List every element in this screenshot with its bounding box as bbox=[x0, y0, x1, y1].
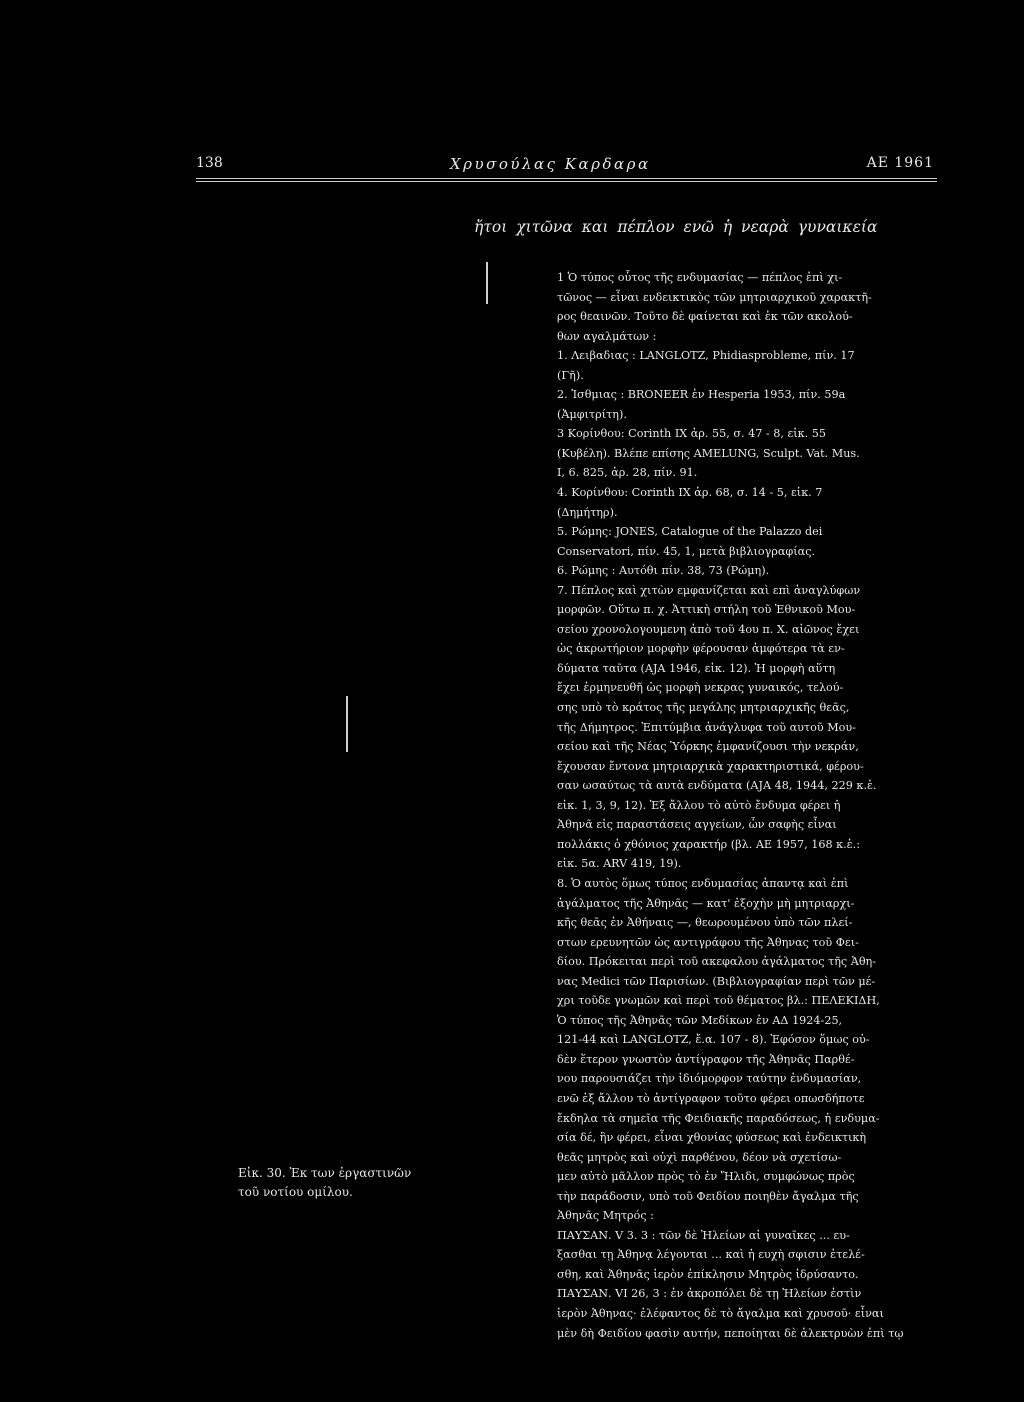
footnote-line: νου παρουσιάζει τὴν ἰδιόμορφον ταύτην ἐνδυμασίαν, bbox=[557, 1072, 862, 1086]
footnotes-column bbox=[557, 268, 937, 1343]
footnote-line: ενῶ ἐξ ἄλλου τὸ ἀντίγραφον τοῦτο φέρει οπωσδήποτε bbox=[557, 1091, 865, 1105]
caption-line: τοῦ νοτίου ομίλου. bbox=[238, 1185, 353, 1199]
footnote-line: Ἀθηνᾶ εἰς παραστάσεις αγγείων, ὧν σαφὴς εἶναι bbox=[557, 818, 837, 832]
footnote-line: νας Medici τῶν Παρισίων. (Βιβλιογραφίαν περὶ τῶν μέ- bbox=[557, 974, 876, 988]
footnote-line: 4. Κορίνθου: Corinth IX ἀρ. 68, σ. 14 - 5, εἰκ. 7 bbox=[557, 486, 823, 500]
footnote-line: I, 6. 825, ἀρ. 28, πίν. 91. bbox=[557, 466, 698, 480]
footnote-line: τῆς Δήμητρος. Ἐπιτύμβια ἀνάγλυφα τοῦ αυτοῦ Μου- bbox=[557, 720, 856, 734]
footnote-line: 1 Ὁ τύπος οὗτος τῆς ενδυμασίας — πέπλος ἐπὶ χι- bbox=[557, 271, 843, 284]
footnote-line: μεν αὐτὸ μᾶλλον πρὸς τὸ ἐν Ἤλιδι, συμφώνως πρὸς bbox=[557, 1170, 855, 1184]
figure-caption bbox=[238, 1164, 468, 1202]
footnote-line: 8. Ὁ αυτὸς ὅμως τύπος ενδυμασίας ἀπαντᾳ καὶ ἐπὶ bbox=[557, 876, 849, 890]
footnote-line: (Γῆ). bbox=[557, 368, 584, 382]
footnote-line: 1. Λειβαδιας : LANGLOTZ, Phidiasprobleme, πίν. 17 bbox=[557, 349, 855, 363]
footnote-line: τὴν παράδοσιν, υπὸ τοῦ Φειδίου ποιηθὲν ἄγαλμα τῆς bbox=[557, 1189, 859, 1203]
header-rule-bottom bbox=[196, 181, 937, 182]
footnote-line: θων αγαλμάτων : bbox=[557, 329, 657, 343]
footnote-line: 2. Ἰσθμιας : BRONEER ἐν Hesperia 1953, πίν. 59a bbox=[557, 388, 846, 402]
footnote-line: σείου χρονολογουμενη ἀπὸ τοῦ 4ου π. Χ. αἰῶνος ἔχει bbox=[557, 622, 860, 636]
footnote-line: 3 Κορίνθου: Corinth IX ἀρ. 55, σ. 47 - 8, εἰκ. 55 bbox=[557, 427, 826, 441]
footnote-line: σείου καὶ τῆς Νέας Ὑόρκης ἐμφανίζουσι τὴν νεκράν, bbox=[557, 740, 859, 754]
footnote-line: μορφῶν. Οὕτω π. χ. Ἀττικὴ στήλη τοῦ Ἐθνικοῦ Μου- bbox=[557, 603, 856, 617]
footnote-line: 121-44 καὶ LANGLOTZ, ἔ.α. 107 - 8). Ἐφόσον ὅμως οὐ- bbox=[557, 1033, 870, 1047]
footnote-line: 7. Πέπλος καὶ χιτὼν εμφανίζεται καὶ επὶ ἀναγλύφων bbox=[557, 583, 861, 597]
footnote-line: μὲν δὴ Φειδίου φασὶν αυτήν, πεποίηται δὲ ἀλεκτρυὼν ἐπὶ τῳ bbox=[557, 1326, 904, 1340]
margin-mark-middle bbox=[346, 696, 348, 752]
continued-text-line: ἤτοι χιτῶνα και πέπλον ενῶ ἡ νεαρὰ γυναικεία bbox=[474, 218, 878, 236]
footnote-line: 5. Ρώμης: JONES, Catalogue of the Palazzo dei bbox=[557, 525, 823, 539]
footnote-line: ρος θεαινῶν. Τοῦτο δὲ φαίνεται καὶ ἐκ τῶν ακολού- bbox=[557, 310, 853, 324]
margin-mark-top bbox=[486, 262, 488, 304]
footnote-line: δύματα ταῦτα (AJA 1946, εἰκ. 12). Ἡ μορφὴ αὕτη bbox=[557, 661, 836, 675]
page-number: 138 bbox=[196, 155, 223, 171]
footnote-line: 6. Ρώμης : Αυτόθι πίν. 38, 73 (Ρώμη). bbox=[557, 564, 770, 578]
footnote-line: ὡς ἀκρωτήριον μορφὴν φέρουσαν ἀμφότερα τὰ εν- bbox=[557, 642, 845, 656]
footnote-line: ἱερὸν Ἀθηνας· ἐλέφαντος δὲ τὸ ἄγαλμα καὶ χρυσοῦ· εἶναι bbox=[557, 1306, 884, 1320]
footnote-line: στων ερευνητῶν ὡς αντιγράφου τῆς Ἀθηνας τοῦ Φει- bbox=[557, 935, 859, 949]
footnote-line: χρι τοῦδε γνωμῶν καὶ περὶ τοῦ θέματος βλ.: ΠΕΛΕΚΙΔΗ, bbox=[557, 994, 880, 1008]
footnote-line: ξασθαι τῃ Ἀθηνᾳ λέγονται ... καὶ ἡ ευχὴ σφισιν ἐτελέ- bbox=[557, 1248, 865, 1262]
footnote-line: κῆς θεᾶς ἐν Ἀθήναις —, θεωρουμένου ὑπὸ τῶν πλεί- bbox=[557, 916, 853, 930]
running-title: Χρυσούλας Καρδαρα bbox=[450, 155, 651, 173]
footnote-line: ἔκδηλα τὰ σημεῖα τῆς Φειδιακῆς παραδόσεως, ἡ ενδυμα- bbox=[557, 1111, 880, 1125]
footnote-line: θεᾶς μητρὸς καὶ οὐχὶ παρθένου, δέον νὰ σχετίσω- bbox=[557, 1150, 842, 1164]
page-header bbox=[196, 150, 936, 180]
footnote-line: σθη, καὶ Ἀθηνᾶς ἱερὸν ἐπίκλησιν Μητρὸς ἱδρύσαντο. bbox=[557, 1267, 859, 1281]
footnote-line: (Κυβέλη). Βλέπε επίσης AMELUNG, Sculpt. Vat. Mus. bbox=[557, 446, 860, 460]
footnote-line: δὲν ἕτερον γνωστὸν ἀντίγραφον τῆς Ἀθηνᾶς Παρθέ- bbox=[557, 1052, 855, 1066]
footnote-line: ΠΑΥΣΑΝ. VI 26, 3 : ἐν ἀκροπόλει δὲ τῃ Ἠλείων ἐστὶν bbox=[557, 1287, 862, 1301]
footnote-line: ἔχουσαν ἔντονα μητριαρχικὰ χαρακτηριστικά, φέρου- bbox=[557, 759, 864, 773]
footnote-line: σης υπὸ τὸ κράτος τῆς μεγάλης μητριαρχικῆς θεᾶς, bbox=[557, 701, 850, 715]
footnote-line: ἔχει ἑρμηνευθῆ ὡς μορφὴ νεκρας γυναικός, τελού- bbox=[557, 681, 844, 695]
footnote-line: δίου. Πρόκειται περὶ τοῦ ακεφαλου ἀγάλματος τῆς Ἀθη- bbox=[557, 955, 877, 969]
caption-line: Εἰκ. 30. Ἐκ των ἐργαστινῶν bbox=[238, 1166, 412, 1180]
footnote-line: (Ἀμφιτρίτη). bbox=[557, 407, 627, 421]
footnote-line: (Δημήτηρ). bbox=[557, 505, 618, 519]
footnote-line: πολλάκις ὁ χθόνιος χαρακτήρ (βλ. ΑΕ 1957, 168 κ.ἑ.: bbox=[557, 837, 861, 851]
footnote-line: τῶνος — εἶναι ενδεικτικὸς τῶν μητριαρχικοῦ χαρακτῆ- bbox=[557, 290, 872, 304]
footnote-line: Ἀθηνᾶς Μητρός : bbox=[557, 1209, 654, 1223]
footnote-line: ΠΑΥΣΑΝ. V 3. 3 : τῶν δὲ Ἠλείων αἱ γυναῖκες ... ευ- bbox=[557, 1228, 850, 1242]
footnote-line: ἀγάλματος τῆς Ἀθηνᾶς — κατ' ἐξοχὴν μὴ μητριαρχι- bbox=[557, 896, 855, 910]
footnote-line: σία δέ, ἣν φέρει, εἶναι χθονίας φύσεως καὶ ἐνδεικτικὴ bbox=[557, 1131, 867, 1145]
footnote-line: σαν ωσαύτως τὰ αυτὰ ενδύματα (AJA 48, 1944, 229 κ.ἑ. bbox=[557, 779, 877, 793]
footnote-line: εἰκ. 5α. ARV 419, 19). bbox=[557, 857, 682, 871]
footnote-line: Conservatori, πίν. 45, 1, μετὰ βιβλιογραφίας. bbox=[557, 544, 816, 558]
journal-reference: ΑΕ 1961 bbox=[866, 155, 934, 171]
header-rule-top bbox=[196, 178, 937, 179]
footnote-line: Ὁ τύπος τῆς Ἀθηνᾶς τῶν Μεδίκων ἐν ΑΔ 1924-25, bbox=[557, 1013, 843, 1027]
footnote-line: εἰκ. 1, 3, 9, 12). Ἐξ ἄλλου τὸ αὐτὸ ἔνδυμα φέρει ἡ bbox=[557, 798, 841, 812]
